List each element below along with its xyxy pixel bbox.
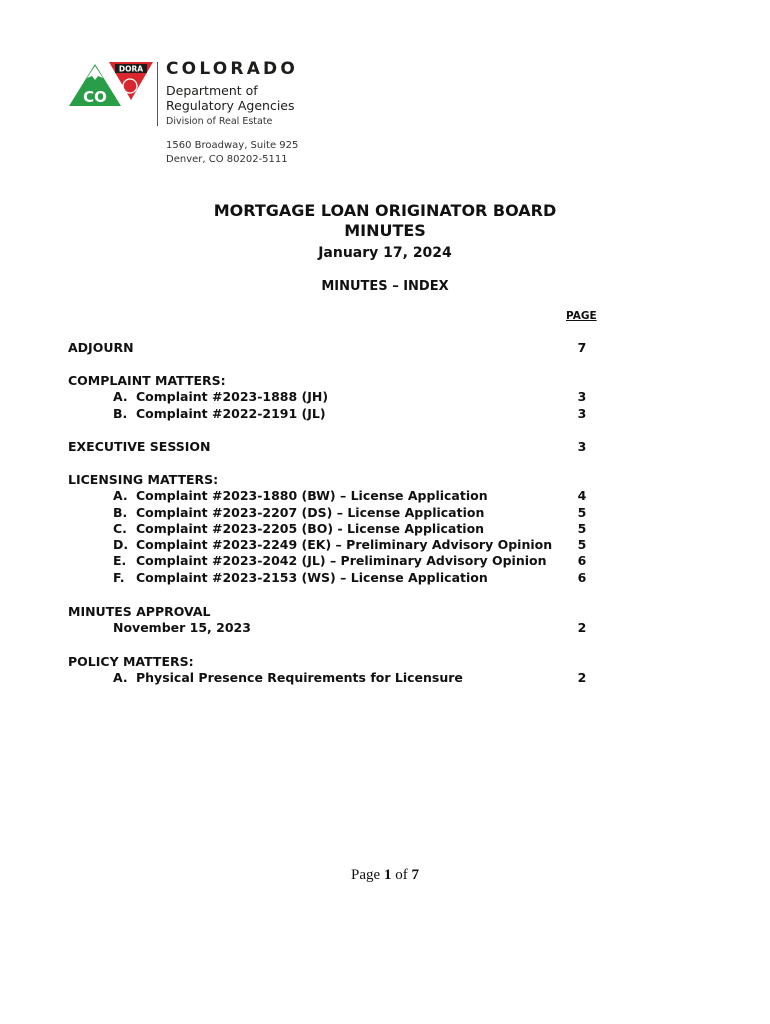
- index-row: [0, 670, 770, 686]
- item-text: Complaint #2023-1880 (BW) – License Application: [136, 488, 488, 504]
- section-label: MINUTES APPROVAL: [68, 604, 211, 619]
- item-letter: F.: [113, 569, 125, 585]
- section-policy-matters: [0, 654, 770, 687]
- index-row: [0, 340, 770, 356]
- page-number: 3: [577, 389, 587, 405]
- page-column-header: PAGE: [566, 310, 597, 322]
- item-text: Complaint #2023-2042 (JL) – Preliminary Advisory Opinion: [136, 553, 547, 569]
- address-block: [166, 139, 298, 167]
- item-letter: E.: [113, 553, 127, 569]
- item-letter: D.: [113, 537, 129, 553]
- index-row: [0, 620, 770, 636]
- item-text: Complaint #2022-2191 (JL): [136, 405, 326, 421]
- item-text: Complaint #2023-1888 (JH): [136, 389, 329, 405]
- page-number: 5: [577, 504, 587, 520]
- department-name: [166, 83, 298, 113]
- item-text: Complaint #2023-2205 (BO) - License Application: [136, 520, 485, 536]
- item-text: Complaint #2023-2249 (EK) – Preliminary Advisory Opinion: [136, 537, 553, 553]
- section-label: POLICY MATTERS:: [68, 654, 194, 669]
- section-label: ADJOURN: [68, 340, 134, 355]
- department-line-2: Regulatory Agencies: [166, 98, 295, 113]
- footer-page-word: Page: [351, 867, 381, 883]
- index-row: [0, 553, 770, 569]
- item-text: November 15, 2023: [113, 620, 251, 636]
- page-number: 5: [577, 520, 587, 536]
- section-licensing-matters: [0, 472, 770, 586]
- item-text: Complaint #2023-2153 (WS) – License Application: [136, 569, 488, 585]
- index-row: [0, 439, 770, 455]
- index-row: [0, 505, 770, 521]
- page-number: 2: [577, 620, 587, 636]
- footer-of-word: of: [395, 867, 408, 883]
- department-line-1: Department of: [166, 83, 258, 98]
- page-number: 3: [577, 439, 587, 454]
- index-row: [0, 373, 770, 389]
- index-title: MINUTES – INDEX: [321, 279, 449, 294]
- item-letter: A.: [113, 389, 128, 405]
- index-row: [0, 604, 770, 620]
- footer-total-pages: 7: [411, 867, 419, 883]
- section-minutes-approval: [0, 604, 770, 637]
- dora-logo: [67, 60, 157, 120]
- index-row: [0, 488, 770, 504]
- document-type: MINUTES: [344, 221, 426, 240]
- item-letter: A.: [113, 670, 128, 686]
- meeting-date: January 17, 2024: [318, 245, 452, 261]
- index-row: [0, 406, 770, 422]
- section-executive-session: [0, 439, 770, 455]
- page-number: 6: [577, 569, 587, 585]
- index-row: [0, 521, 770, 537]
- section-adjourn: [0, 340, 770, 356]
- address-line-1: 1560 Broadway, Suite 925: [166, 140, 299, 151]
- index-row: [0, 472, 770, 488]
- footer-current-page: 1: [383, 867, 392, 883]
- item-text: Complaint #2023-2207 (DS) – License Application: [136, 504, 485, 520]
- division-name: Division of Real Estate: [166, 116, 273, 127]
- item-letter: A.: [113, 488, 128, 504]
- letterhead-divider: [157, 62, 158, 126]
- page-number: 3: [577, 405, 587, 421]
- page-number: 5: [577, 537, 587, 553]
- item-letter: B.: [113, 405, 128, 421]
- logo-badge-text: DORA: [118, 64, 144, 74]
- state-name: COLORADO: [166, 59, 299, 79]
- logo-co-text: CO: [83, 88, 107, 106]
- board-title: MORTGAGE LOAN ORIGINATOR BOARD: [213, 201, 557, 220]
- page-number: 2: [577, 670, 587, 686]
- item-letter: C.: [113, 520, 127, 536]
- page-number: 7: [577, 340, 587, 355]
- section-label: EXECUTIVE SESSION: [68, 439, 211, 454]
- section-complaint-matters: [0, 373, 770, 422]
- index-row: [0, 537, 770, 553]
- page-number: 4: [577, 488, 587, 504]
- agency-block: [166, 59, 298, 113]
- page-number: 6: [577, 553, 587, 569]
- item-text: Physical Presence Requirements for Licensure: [136, 670, 463, 686]
- page-footer: [0, 867, 770, 884]
- index-row: [0, 654, 770, 670]
- item-letter: B.: [113, 504, 128, 520]
- section-label: LICENSING MATTERS:: [68, 472, 219, 487]
- index-row: [0, 389, 770, 405]
- section-label: COMPLAINT MATTERS:: [68, 373, 226, 388]
- index-row: [0, 570, 770, 586]
- address-line-2: Denver, CO 80202-5111: [166, 154, 288, 165]
